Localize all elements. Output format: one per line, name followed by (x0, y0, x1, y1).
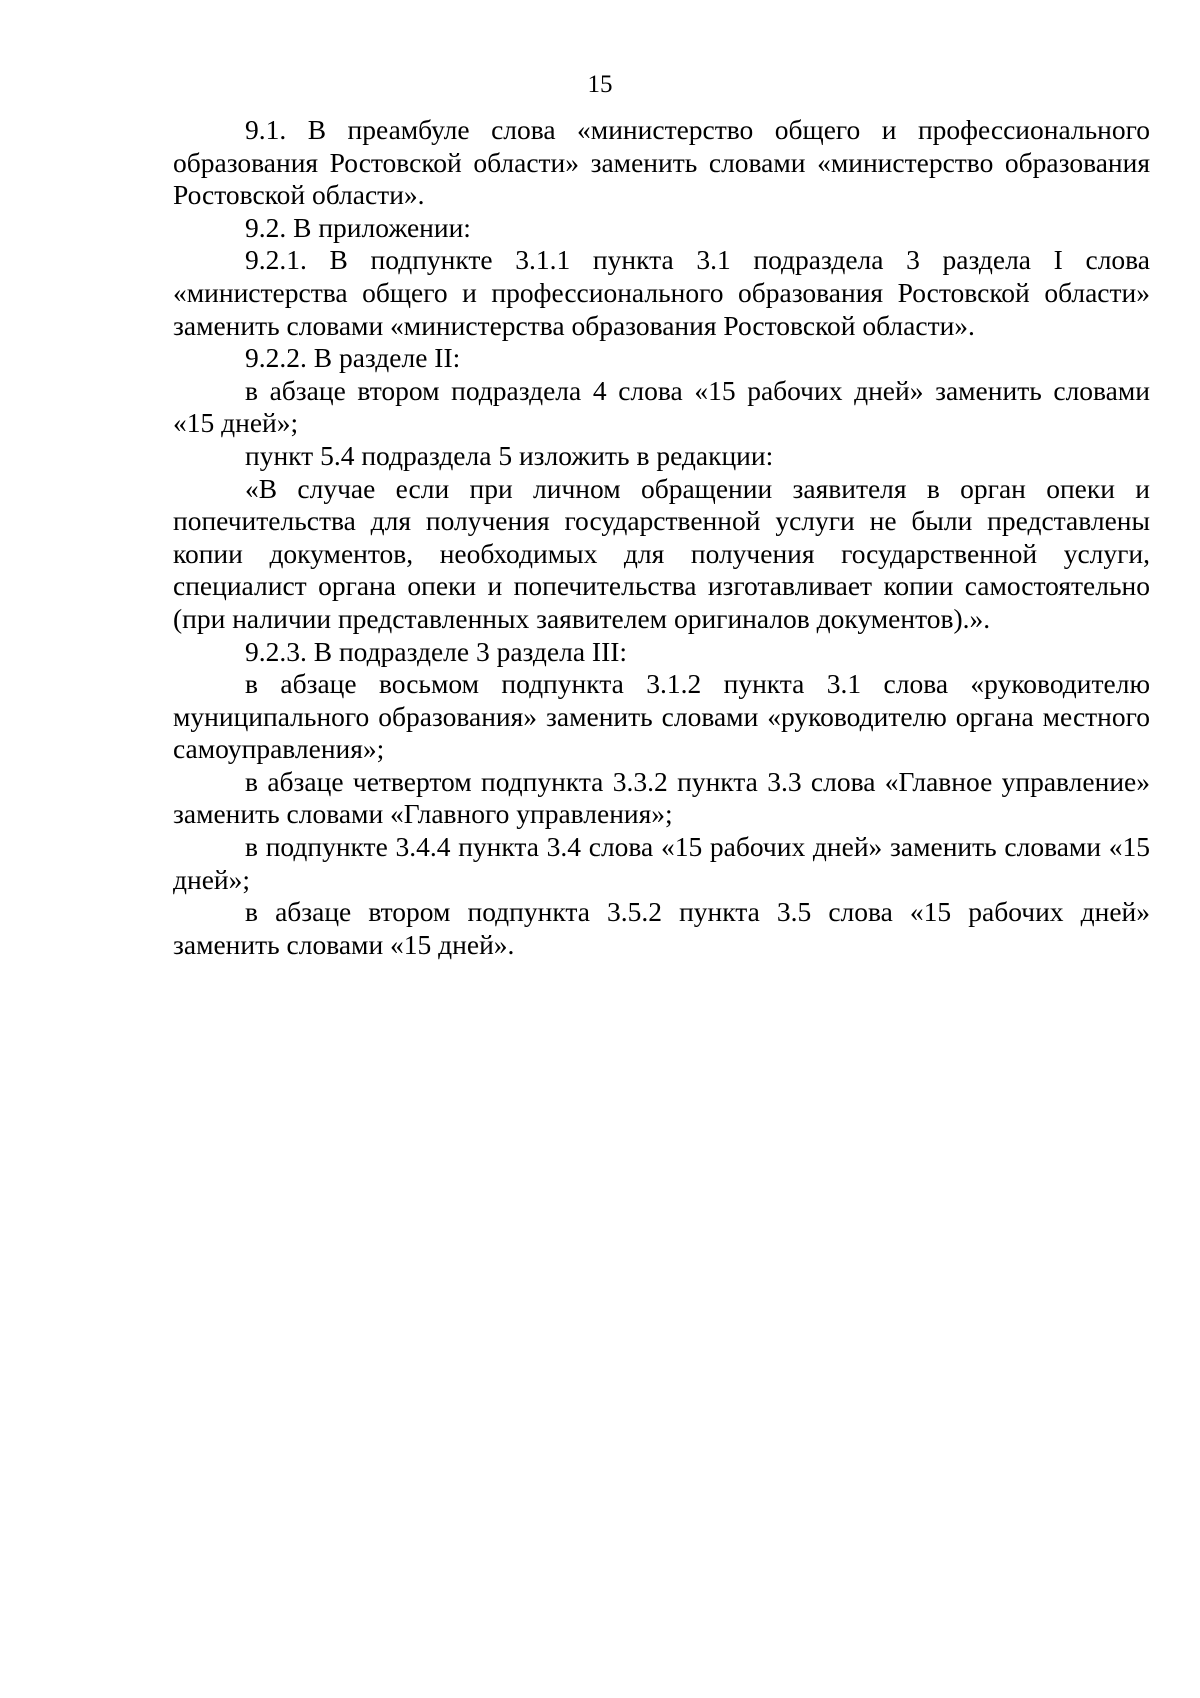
page-number: 15 (587, 71, 613, 98)
paragraph-section-3-item-2: в абзаце четвертом подпункта 3.3.2 пункта 3.3 слова «Главное управление» заменить словами «Главного управления»; (173, 765, 1150, 830)
paragraph-9-2-2: 9.2.2. В разделе II: (245, 342, 461, 374)
document-body (173, 114, 1150, 961)
paragraph-section-3-item-4: в абзаце втором подпункта 3.5.2 пункта 3.5 слова «15 рабочих дней» заменить словами «15 дней». (173, 896, 1150, 960)
paragraph-9-2-1: 9.2.1. В подпункте 3.1.1 пункта 3.1 подраздела 3 раздела I слова «министерства общего и профессионального образования Ростовской области» заменить словами «министерства образования Ростовской области». (173, 244, 1150, 341)
paragraph-section-3-item-3: в подпункте 3.4.4 пункта 3.4 слова «15 рабочих дней» заменить словами «15 дней»; (173, 831, 1150, 895)
paragraph-section-2-item-1: в абзаце втором подраздела 4 слова «15 рабочих дней» заменить словами «15 дней»; (173, 374, 1150, 439)
paragraph-9-1: 9.1. В преамбуле слова «министерство общего и профессионального образования Ростовской области» заменить словами «министерство образования Ростовской области». (173, 114, 1150, 211)
paragraph-9-2: 9.2. В приложении: (245, 211, 471, 243)
paragraph-9-2-3: 9.2.3. В подразделе 3 раздела III: (245, 635, 628, 667)
paragraph-section-3-item-1: в абзаце восьмом подпункта 3.1.2 пункта 3.1 слова «руководителю муниципального образования» заменить словами «руководителю органа местного самоуправления»; (173, 668, 1150, 765)
paragraph-section-2-item-2: пункт 5.4 подраздела 5 изложить в редакции: (245, 439, 774, 471)
paragraph-quoted-redaction: «В случае если при личном обращении заявителя в орган опеки и попечительства для получения государственной услуги не были представлены копии документов, необходимых для получения государственной услуги, специалист органа опеки и попечительства изготавливает копии самостоятельно (при наличии представленных заявителем оригиналов документов).». (173, 472, 1150, 634)
